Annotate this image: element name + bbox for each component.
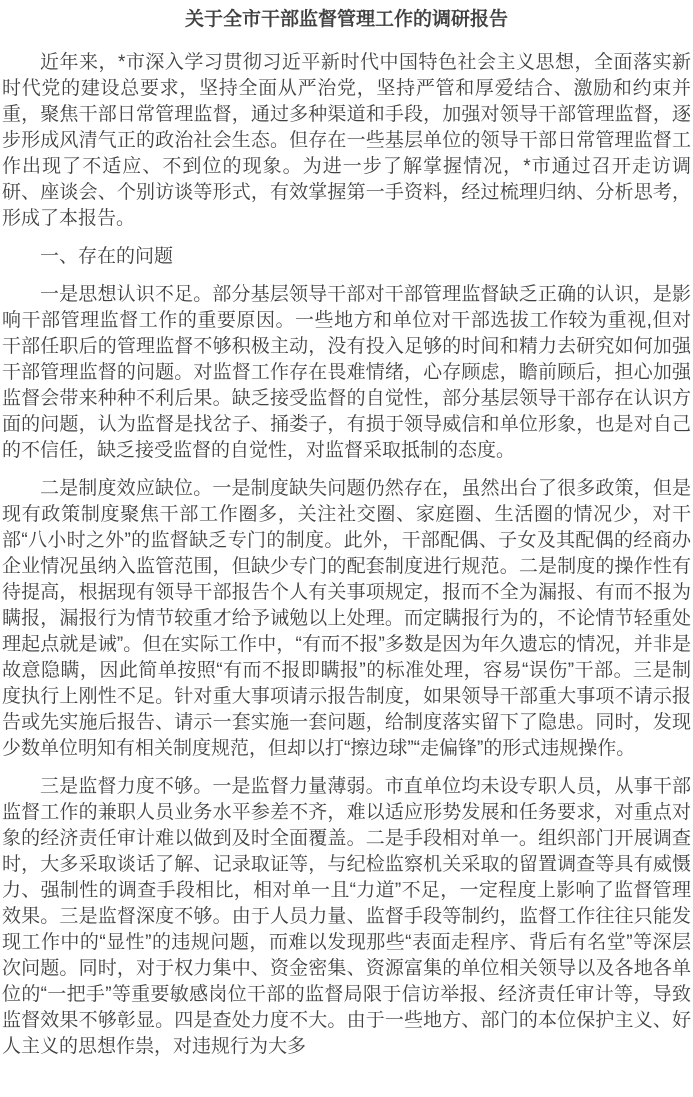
paragraph-problem-3: 三是监督力度不够。一是监督力量薄弱。市直单位均未设专职人员，从事干部监督工作的兼职人员业务水平参差不齐，难以适应形势发展和任务要求，对重点对象的经济责任审计难以做到及时全面覆盖。二是手段相对单一。组织部门开展调查时，大多采取谈话了解、记录取证等，与纪检监察机关采取的留置调查等具有威慑力、强制性的调查手段相比，相对单一且“力道”不足，一定程度上影响了监督管理效果。三是监督深度不够。由于人员力量、监督手段等制约，监督工作往往只能发现工作中的“显性”的违规问题，而难以发现那些“表面走程序、背后有名堂”等深层次问题。同时，对于权力集中、资金密集、资源富集的单位相关领导以及各地各单位的“一把手”等重要敏感岗位干部的监督局限于信访举报、经济责任审计等，导致监督效果不够彰显。四是查处力度不大。由于一些地方、部门的本位保护主义、好人主义的思想作祟，对违规行为大多: [2, 776, 691, 1057]
intro-paragraph: 近年来，*市深入学习贯彻习近平新时代中国特色社会主义思想，全面落实新时代党的建设总要求，坚持全面从严治党，坚持严管和厚爱结合、激励和约束并重，聚焦干部日常管理监督，通过多种渠道和手段，加强对领导干部管理监督，逐步形成风清气正的政治社会生态。但存在一些基层单位的领导干部日常管理监督工作出现了不适应、不到位的现象。为进一步了解掌握情况，*市通过召开走访调研、座谈会、个别访谈等形式，有效掌握第一手资料，经过梳理归纳、分析思考，形成了本报告。: [2, 52, 691, 229]
section-heading-problems: 一、存在的问题: [40, 246, 174, 267]
paragraph-problem-2: 二是制度效应缺位。一是制度缺失问题仍然存在，虽然出台了很多政策，但是现有政策制度聚焦干部工作圈多，关注社交圈、家庭圈、生活圈的情况少，对干部“八小时之外”的监督缺乏专门的制度。此外，干部配偶、子女及其配偶的经商办企业情况虽纳入监管范围，但缺少专门的配套制度进行规范。二是制度的操作性有待提高，根据现有领导干部报告个人有关事项规定，报而不全为漏报、有而不报为瞒报，漏报行为情节较重才给予诫勉以上处理。而定瞒报行为的，不论情节轻重处理起点就是诫”。但在实际工作中，“有而不报”多数是因为年久遗忘的情况，并非是故意隐瞒，因此简单按照“有而不报即瞒报”的标准处理，容易“误伤”干部。三是制度执行上刚性不足。针对重大事项请示报告制度，如果领导干部重大事项不请示报告或先实施后报告、请示一套实施一套问题，给制度落实留下了隐患。同时，发现少数单位明知有相关制度规范，但却以打“擦边球”“走偏锋”的形式违规操作。: [2, 478, 691, 759]
paragraph-problem-1: 一是思想认识不足。部分基层领导干部对干部管理监督缺乏正确的认识，是影响干部管理监督工作的重要原因。一些地方和单位对干部选拔工作较为重视,但对干部任职后的管理监督不够积极主动，没有投入足够的时间和精力去研究如何加强干部管理监督的问题。对监督工作存在畏难情绪，心存顾虑，瞻前顾后，担心加强监督会带来种种不利后果。缺乏接受监督的自觉性，部分基层领导干部存在认识方面的问题，认为监督是找岔子、捅娄子，有损于领导威信和单位形象，也是对自己的不信任，缺乏接受监督的自觉性，对监督采取抵制的态度。: [2, 284, 691, 461]
document-title: 关于全市干部监督管理工作的调研报告: [184, 9, 508, 30]
